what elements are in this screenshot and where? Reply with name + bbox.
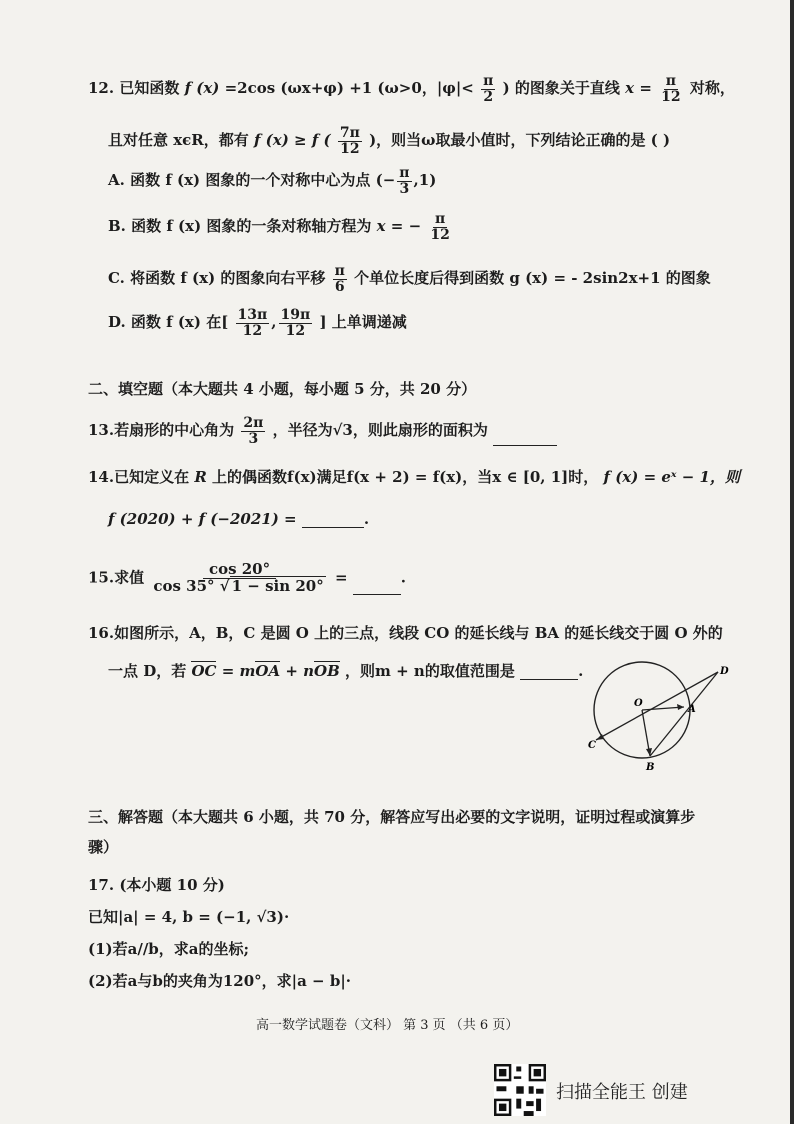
q16-circle-diagram [580,660,740,780]
q16-answer-blank [520,665,578,680]
q12-line1: 12. 已知函数 f (x) =2cos (ωx+φ) +1 (ω>0，|φ|< $\frac{\pi}{2}$ ) 的图象关于直线 x = $\frac{\pi}{12}$ 对称， [88,73,735,105]
q13: 13.若扇形的中心角为 $\frac{2\pi}{3}$ ，半径为√3，则此扇形的面积为 [88,416,557,446]
section-3-heading-line2: 骤） [88,838,119,856]
q12-option-b: B. 函数 f (x) 图象的一条对称轴方程为 x = − $\frac{\pi}{12}$ [108,211,450,243]
q15: 15.求值 $\frac{\cos 20^\circ}{\cos 35^\circ √ 1 - \sin 20^\circ}$ = . [88,560,407,595]
q17-title: 17. (本小题 10 分) [88,876,225,894]
q12-line2: 且对任意 xϵR，都有 f (x) ≥ f ( $\frac{7\pi}{12}$ )，则当ω取最小值时，下列结论正确的是 ( ) [108,125,671,157]
line-cd [596,672,718,740]
q12-option-a: A. 函数 f (x) 图象的一个对称中心为点 (− $\frac{\pi}{3}$ ,1) [108,165,437,197]
q17-part-1: (1)若a//b，求a的坐标; [88,940,250,958]
q16-line1: 16.如图所示，A，B，C 是圆 O 上的三点，线段 CO 的延长线与 BA 的延长线交于圆 O 外的 [88,624,723,642]
q17-given: 已知|a| = 4, b = (−1, √3)· [88,908,290,926]
q12-option-c: C. 将函数 f (x) 的图象向右平移 $\frac{\pi}{6}$ 个单位长度后得到函数 g (x) = - 2sin2x+1 的图象 [108,263,711,295]
label-d: D [720,666,729,677]
page-footer: 高一数学试题卷（文科） 第 3 页 （共 6 页） [256,1018,519,1033]
label-o: O [634,698,643,709]
arrow-oc [596,734,604,740]
label-c: C [588,740,596,751]
q16-line2: 一点 D，若 OC = mOA + nOB ，则m + n的取值范围是 . [108,662,584,680]
q14-answer-blank [302,513,364,528]
q15-answer-blank [353,580,401,595]
section-2-heading: 二、填空题（本大题共 4 小题，每小题 5 分，共 20 分） [88,380,477,398]
label-a: A [688,704,696,715]
q17-part-2: (2)若a与b的夹角为120°，求|a − b|· [88,972,352,990]
label-b: B [646,762,655,773]
q14-line2: f (2020) + f (−2021) = . [108,510,370,528]
q13-answer-blank [493,431,557,446]
q14-line1: 14.已知定义在 R 上的偶函数f(x)满足f(x + 2) = f(x)，当x ∈ [0, 1]时， f (x) = eˣ − 1，则 [88,468,740,486]
scan-edge [790,0,794,1124]
line-bd [650,672,718,756]
qr-code-icon [494,1064,546,1116]
q12-option-d: D. 函数 f (x) 在[ $\frac{13\pi}{12}$ , $\frac{19\pi}{12}$ ] 上单调递减 [108,307,407,339]
section-3-heading-line1: 三、解答题（本大题共 6 小题，共 70 分，解答应写出必要的文字说明，证明过程或演算步 [88,808,696,826]
arrow-oa [677,704,684,710]
scanner-watermark: 扫描全能王 创建 [556,1082,688,1103]
